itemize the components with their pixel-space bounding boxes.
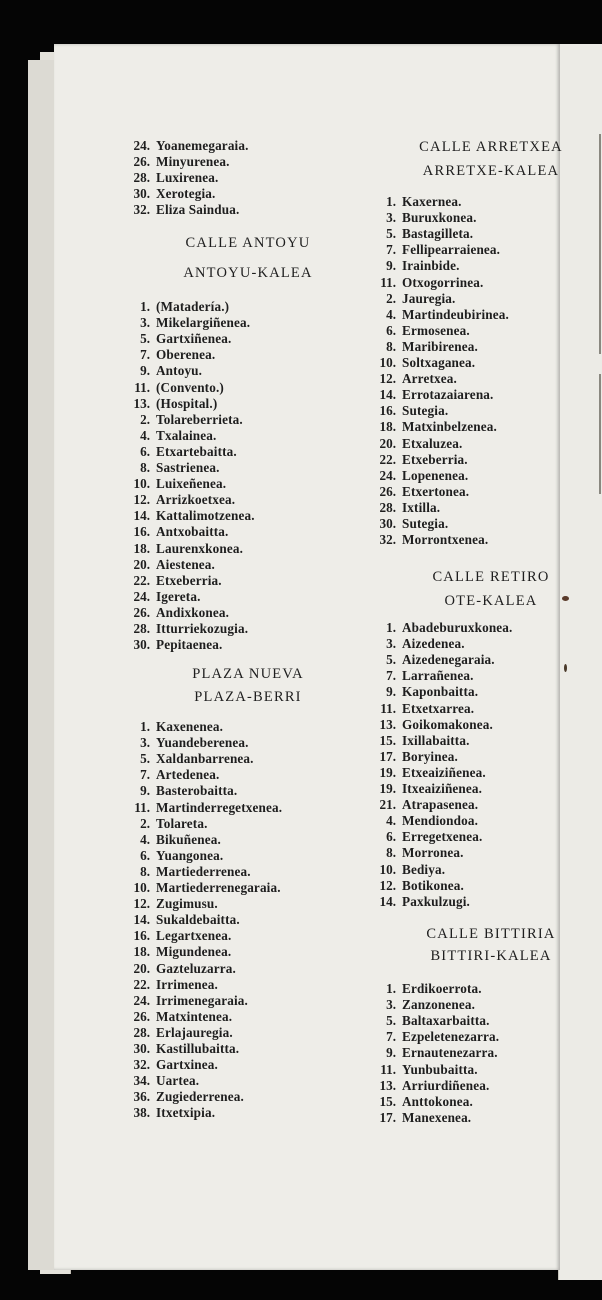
house-name: Manexenea. <box>402 1109 472 1125</box>
house-number: 17. <box>379 1109 396 1125</box>
house-name: Etxeaiziñenea. <box>402 764 486 780</box>
house-name: Legartxenea. <box>156 928 232 944</box>
house-number: 9. <box>140 363 150 379</box>
house-name: Martinderregetxenea. <box>156 799 283 815</box>
house-name: Martiederrenegaraia. <box>156 880 281 895</box>
house-number: 1. <box>386 194 396 209</box>
house-name: Yoanemegaraia. <box>156 138 249 153</box>
house-name: Aiestenea. <box>156 556 215 572</box>
house-number: 6. <box>140 443 150 459</box>
house-number: 32. <box>379 532 396 548</box>
house-name: Paxkulzugi. <box>402 893 470 909</box>
house-name: Sastrienea. <box>156 460 220 475</box>
house-number: 8. <box>386 845 396 861</box>
house-name: Boryinea. <box>402 748 458 764</box>
house-name: Antoyu. <box>156 363 203 379</box>
house-number: 26. <box>133 604 150 620</box>
house-name: Migundenea. <box>156 944 232 960</box>
house-name: Arretxea. <box>402 371 457 387</box>
house-name: Abadeburuxkonea. <box>402 620 513 635</box>
house-number: 1. <box>140 299 150 314</box>
house-name: Etxeberria. <box>156 572 222 588</box>
street-heading-spanish: CALLE BITTIRIA <box>426 926 556 942</box>
street-heading-basque: ANTOYU-KALEA <box>183 265 313 281</box>
house-number: 5. <box>386 226 396 242</box>
house-number: 1. <box>386 620 396 635</box>
house-name: Igereta. <box>156 588 201 604</box>
house-name: Itxetxipia. <box>156 1105 216 1121</box>
house-name: Arrizkoetxea. <box>156 492 236 508</box>
house-name: Morrontxenea. <box>402 532 489 548</box>
house-number: 19. <box>379 781 396 796</box>
house-name: (Hospital.) <box>156 395 218 411</box>
house-number: 7. <box>386 1029 396 1045</box>
house-name: Goikomakonea. <box>402 716 493 732</box>
house-name: Errotazaiarena. <box>402 387 494 403</box>
house-name: Pepitaenea. <box>156 637 223 653</box>
house-name: Etxetxarrea. <box>402 700 475 716</box>
house-number: 17. <box>379 748 396 764</box>
house-name: Zanzonenea. <box>402 997 476 1013</box>
house-name: Xerotegia. <box>156 186 216 202</box>
house-name: (Matadería.) <box>156 299 230 314</box>
house-number: 28. <box>133 1024 150 1040</box>
house-name: Etxaluzea. <box>402 435 463 451</box>
house-number: 3. <box>140 735 150 751</box>
house-number: 8. <box>140 460 150 475</box>
house-name: Jauregia. <box>402 290 456 306</box>
house-name: Erdikoerrota. <box>402 981 482 996</box>
house-number: 24. <box>379 467 396 483</box>
house-number: 9. <box>386 258 396 274</box>
house-name: Morronea. <box>402 845 464 861</box>
house-number: 10. <box>133 476 150 492</box>
street-heading-basque: OTE-KALEA <box>444 593 538 609</box>
house-number: 4. <box>140 831 150 847</box>
house-number: 14. <box>133 912 150 928</box>
house-number: 4. <box>386 813 396 829</box>
house-number: 2. <box>140 411 150 427</box>
house-number: 13. <box>379 1077 396 1093</box>
street-heading-spanish: CALLE ANTOYU <box>185 235 311 251</box>
house-name: Lopenenea. <box>402 467 469 483</box>
house-number: 19. <box>379 764 396 780</box>
house-name: Txalainea. <box>156 427 217 443</box>
house-number: 5. <box>386 1013 396 1029</box>
house-name: (Convento.) <box>156 379 224 395</box>
house-name: Fellipearraienea. <box>402 242 501 258</box>
ink-spot <box>564 664 567 672</box>
house-number: 10. <box>379 861 396 877</box>
house-name: Etxartebaitta. <box>156 443 237 459</box>
house-number: 24. <box>133 992 150 1008</box>
house-number: 20. <box>379 435 396 451</box>
house-name: Gazteluzarra. <box>156 960 236 976</box>
house-name: Itturriekozugia. <box>156 621 249 636</box>
house-number: 26. <box>133 154 150 170</box>
house-number: 4. <box>140 427 150 443</box>
house-number: 21. <box>379 797 396 813</box>
house-number: 12. <box>379 877 396 893</box>
house-number: 14. <box>133 508 150 524</box>
house-name: Andixkonea. <box>156 604 230 620</box>
house-name: Tolareta. <box>156 815 208 831</box>
house-name: Bediya. <box>402 861 446 877</box>
house-number: 18. <box>133 944 150 960</box>
house-name: Zugimusu. <box>156 896 218 912</box>
house-number: 24. <box>133 138 150 153</box>
house-name: Sukaldebaitta. <box>156 912 240 928</box>
house-name: Irrimenegaraia. <box>156 992 248 1008</box>
adjacent-page-strip <box>558 44 602 1280</box>
house-number: 24. <box>133 588 150 604</box>
house-number: 20. <box>133 960 150 976</box>
house-number: 26. <box>133 1008 150 1024</box>
house-number: 2. <box>140 815 150 831</box>
house-name: Baltaxarbaitta. <box>402 1013 490 1029</box>
house-number: 20. <box>133 556 150 572</box>
house-number: 9. <box>140 783 150 799</box>
house-number: 3. <box>386 210 396 226</box>
house-name: Etxeberria. <box>402 451 468 467</box>
street-heading-spanish: CALLE RETIRO <box>432 569 550 585</box>
house-number: 18. <box>379 419 396 435</box>
house-number: 15. <box>379 732 396 748</box>
house-name: Bastagilleta. <box>402 226 474 242</box>
house-number: 6. <box>140 847 150 863</box>
house-name: Matxinbelzenea. <box>402 419 497 435</box>
house-name: Luxirenea. <box>156 170 219 186</box>
house-number: 13. <box>379 716 396 732</box>
house-name: Gartxiñenea. <box>156 331 232 347</box>
house-number: 7. <box>386 668 396 684</box>
house-name: Ermosenea. <box>402 322 470 338</box>
house-number: 28. <box>133 621 150 636</box>
house-number: 30. <box>379 516 396 531</box>
house-name: Mikelargiñenea. <box>156 315 251 331</box>
house-number: 32. <box>133 1057 150 1073</box>
house-name: Matxintenea. <box>156 1008 233 1024</box>
house-name: Uartea. <box>156 1073 200 1089</box>
house-name: Kaxernea. <box>402 194 462 209</box>
house-number: 10. <box>133 880 150 895</box>
house-name: Larrañenea. <box>402 668 474 684</box>
house-name: Martindeubirinea. <box>402 306 509 322</box>
house-number: 12. <box>133 492 150 508</box>
street-heading-basque: ARRETXE-KALEA <box>422 163 560 179</box>
house-name: Minyurenea. <box>156 154 230 170</box>
house-number: 5. <box>386 652 396 668</box>
house-number: 18. <box>133 540 150 556</box>
street-heading-spanish: PLAZA NUEVA <box>192 666 304 682</box>
house-number: 9. <box>386 684 396 700</box>
house-number: 22. <box>133 976 150 992</box>
house-number: 16. <box>133 524 150 540</box>
house-name: Kaxenenea. <box>156 719 224 734</box>
house-number: 6. <box>386 322 396 338</box>
house-number: 11. <box>380 700 396 716</box>
house-name: Ixillabaitta. <box>402 732 470 748</box>
house-name: Arriurdiñenea. <box>402 1077 490 1093</box>
house-number: 32. <box>133 202 150 218</box>
house-name: Aizedenegaraia. <box>402 652 495 668</box>
house-name: Etxertonea. <box>402 483 470 499</box>
house-name: Luixeñenea. <box>156 476 227 492</box>
house-name: Laurenxkonea. <box>156 540 244 556</box>
house-name: Maribirenea. <box>402 338 478 354</box>
house-number: 11. <box>380 1061 396 1077</box>
house-number: 30. <box>133 1041 150 1056</box>
house-number: 38. <box>133 1105 150 1121</box>
house-name: Zugiederrenea. <box>156 1089 244 1105</box>
house-name: Erregetxenea. <box>402 829 483 845</box>
house-name: Yuandeberenea. <box>156 735 249 751</box>
house-name: Tolareberrieta. <box>156 411 243 427</box>
house-number: 8. <box>386 338 396 354</box>
house-number: 11. <box>380 274 396 290</box>
house-name: Mendiondoa. <box>402 813 479 829</box>
house-name: Soltxaganea. <box>402 355 476 370</box>
house-name: Atrapasenea. <box>402 797 479 813</box>
house-name: Antxobaitta. <box>156 524 229 540</box>
house-number: 5. <box>140 751 150 767</box>
house-number: 11. <box>134 799 150 815</box>
house-name: Basterobaitta. <box>156 783 238 799</box>
house-name: Kastillubaitta. <box>156 1041 240 1056</box>
house-name: Yunbubaitta. <box>402 1061 478 1077</box>
house-number: 30. <box>133 637 150 653</box>
house-number: 13. <box>133 395 150 411</box>
house-number: 3. <box>140 315 150 331</box>
house-number: 7. <box>140 347 150 363</box>
house-name: Otxogorrinea. <box>402 274 484 290</box>
house-name: Anttokonea. <box>402 1093 473 1109</box>
house-name: Irainbide. <box>402 258 460 274</box>
street-heading-basque: BITTIRI-KALEA <box>430 948 552 964</box>
house-number: 2. <box>386 290 396 306</box>
house-name: Buruxkonea. <box>402 210 477 226</box>
house-name: Kattalimotzenea. <box>156 508 255 524</box>
house-number: 11. <box>134 379 150 395</box>
street-heading-basque: PLAZA-BERRI <box>194 689 302 705</box>
house-name: Oberenea. <box>156 347 216 363</box>
house-name: Sutegia. <box>402 516 449 531</box>
house-number: 8. <box>140 863 150 879</box>
house-name: Bikuñenea. <box>156 831 221 847</box>
house-number: 16. <box>379 403 396 419</box>
house-number: 7. <box>386 242 396 258</box>
house-number: 7. <box>140 767 150 783</box>
house-number: 14. <box>379 387 396 403</box>
street-heading-spanish: CALLE ARRETXEA <box>419 139 563 155</box>
house-number: 12. <box>133 896 150 912</box>
house-number: 3. <box>386 997 396 1013</box>
document-page <box>54 44 563 1270</box>
house-name: Ixtilla. <box>402 499 441 515</box>
house-number: 34. <box>133 1073 150 1089</box>
house-name: Aizedenea. <box>402 636 465 652</box>
house-number: 30. <box>133 186 150 202</box>
house-number: 22. <box>133 572 150 588</box>
house-number: 12. <box>379 371 396 387</box>
house-number: 28. <box>133 170 150 186</box>
house-number: 3. <box>386 636 396 652</box>
house-number: 6. <box>386 829 396 845</box>
house-number: 28. <box>379 499 396 515</box>
house-name: Xaldanbarrenea. <box>156 751 254 767</box>
house-number: 26. <box>379 483 396 499</box>
house-number: 10. <box>379 355 396 370</box>
house-name: Erlajauregia. <box>156 1024 233 1040</box>
house-number: 1. <box>386 981 396 996</box>
house-name: Artedenea. <box>156 767 220 783</box>
house-number: 14. <box>379 893 396 909</box>
house-number: 15. <box>379 1093 396 1109</box>
house-name: Ernautenezarra. <box>402 1045 498 1061</box>
house-name: Kaponbaitta. <box>402 684 479 700</box>
house-name: Sutegia. <box>402 403 449 419</box>
house-number: 4. <box>386 306 396 322</box>
house-number: 1. <box>140 719 150 734</box>
house-number: 36. <box>133 1089 150 1105</box>
house-name: Martiederrenea. <box>156 863 251 879</box>
house-number: 22. <box>379 451 396 467</box>
house-name: Itxeaiziñenea. <box>402 781 483 796</box>
house-name: Yuangonea. <box>156 847 224 863</box>
house-name: Ezpeletenezarra. <box>402 1029 500 1045</box>
house-number: 5. <box>140 331 150 347</box>
house-name: Irrimenea. <box>156 976 218 992</box>
house-name: Eliza Saindua. <box>156 202 240 218</box>
house-name: Botikonea. <box>402 877 464 893</box>
house-number: 16. <box>133 928 150 944</box>
house-number: 9. <box>386 1045 396 1061</box>
house-name: Gartxinea. <box>156 1057 218 1073</box>
